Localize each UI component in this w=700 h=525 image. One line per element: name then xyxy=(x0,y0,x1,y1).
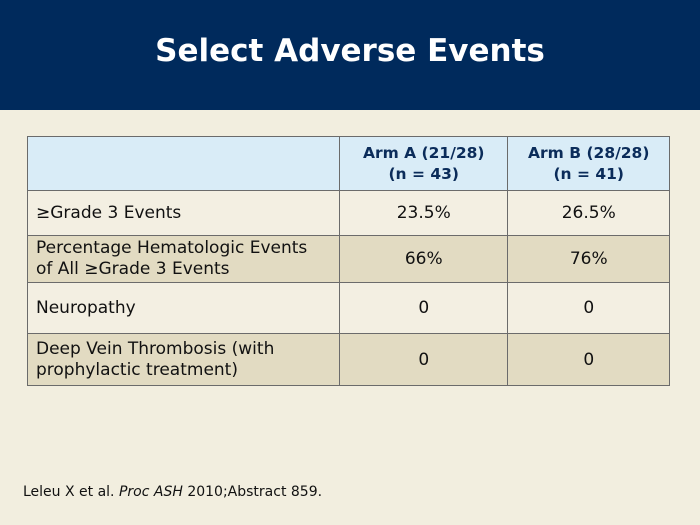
cell-arm-a: 0 xyxy=(340,283,508,334)
row-label-line2: of All ≥Grade 3 Events xyxy=(36,259,230,279)
row-label-line2: prophylactic treatment) xyxy=(36,359,238,380)
row-label-line1: Deep Vein Thrombosis (with xyxy=(36,338,275,359)
table-row xyxy=(28,236,670,283)
row-label-line1: Percentage Hematologic Events xyxy=(36,238,308,258)
citation-details: 2010;Abstract 859. xyxy=(187,484,323,500)
row-label-line1: Neuropathy xyxy=(36,297,136,318)
header-arm-a-line2: (n = 43) xyxy=(388,164,460,183)
title-banner xyxy=(0,0,700,110)
cell-arm-b: 26.5% xyxy=(508,191,670,236)
table-row xyxy=(28,334,670,386)
cell-arm-b: 0 xyxy=(508,334,670,386)
slide-title: Select Adverse Events xyxy=(155,33,545,69)
adverse-events-table xyxy=(27,136,670,386)
citation-journal: Proc ASH xyxy=(118,484,183,500)
cell-arm-a: 0 xyxy=(340,334,508,386)
cell-arm-b: 0 xyxy=(508,283,670,334)
header-arm-a xyxy=(340,137,508,191)
header-arm-b-line2: (n = 41) xyxy=(553,164,625,183)
citation-footer xyxy=(23,484,322,500)
header-arm-b xyxy=(508,137,670,191)
cell-arm-b: 76% xyxy=(508,236,670,283)
cell-arm-a: 66% xyxy=(340,236,508,283)
cell-arm-a: 23.5% xyxy=(340,191,508,236)
citation-authors: Leleu X et al. xyxy=(23,484,115,500)
row-label xyxy=(28,334,340,386)
header-blank-cell xyxy=(28,137,340,191)
row-label xyxy=(28,236,340,283)
row-label-line1: ≥Grade 3 Events xyxy=(36,202,182,223)
table-row xyxy=(28,191,670,236)
table-header-row xyxy=(28,137,670,191)
row-label xyxy=(28,283,340,334)
header-arm-b-line1: Arm B (28/28) xyxy=(528,143,650,162)
header-arm-a-line1: Arm A (21/28) xyxy=(362,143,485,162)
row-label xyxy=(28,191,340,236)
table-row xyxy=(28,283,670,334)
